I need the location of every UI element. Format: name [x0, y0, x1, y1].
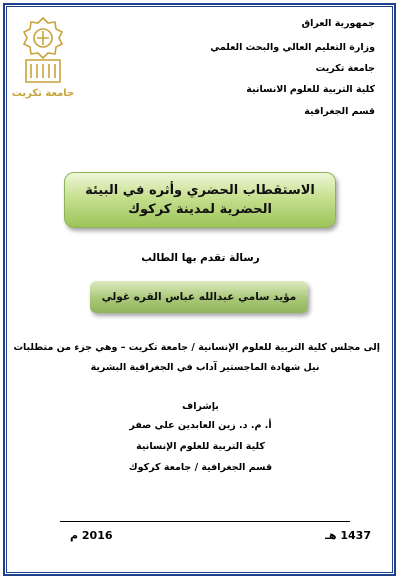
footer-divider — [60, 521, 350, 522]
supervision-label: بإشراف — [182, 401, 219, 412]
student-name-box — [90, 281, 308, 313]
submission-line-2: نيل شهادة الماجستير آداب في الجغرافية البشرية — [90, 362, 320, 373]
student-name: مؤيد سامي عبدالله عباس القره غولي — [101, 291, 297, 303]
header-department: قسم الجغرافية — [304, 106, 375, 117]
supervisor-college: كلية التربية للعلوم الإنسانية — [136, 441, 265, 452]
header-college: كلية التربية للعلوم الانسانية — [246, 84, 375, 95]
year-hijri: 1437 هـ — [325, 529, 371, 542]
header-university: جامعة تكريت — [315, 63, 375, 74]
thesis-title: الاستقطاب الحضري وأثره في البيئة الحضرية لمدينة كركوك — [85, 183, 315, 217]
header-country: جمهورية العراق — [301, 18, 375, 29]
supervisor-name: أ. م. د. زين العابدين علي صفر — [129, 420, 272, 431]
title-box — [64, 172, 336, 228]
supervisor-department: قسم الجغرافية / جامعة كركوك — [128, 462, 273, 473]
thesis-submitted-by: رسالة تقدم بها الطالب — [141, 252, 260, 264]
logo-caption: جامعة تكريت — [12, 88, 74, 99]
tikrit-university-emblem-icon — [12, 14, 74, 100]
submission-line-1: إلى مجلس كلية التربية للعلوم الإنسانية / جامعة تكريت – وهي جزء من متطلبات — [13, 342, 380, 353]
year-gregorian: 2016 م — [70, 529, 113, 542]
header-ministry: وزارة التعليم العالي والبحث العلمي — [210, 42, 375, 53]
